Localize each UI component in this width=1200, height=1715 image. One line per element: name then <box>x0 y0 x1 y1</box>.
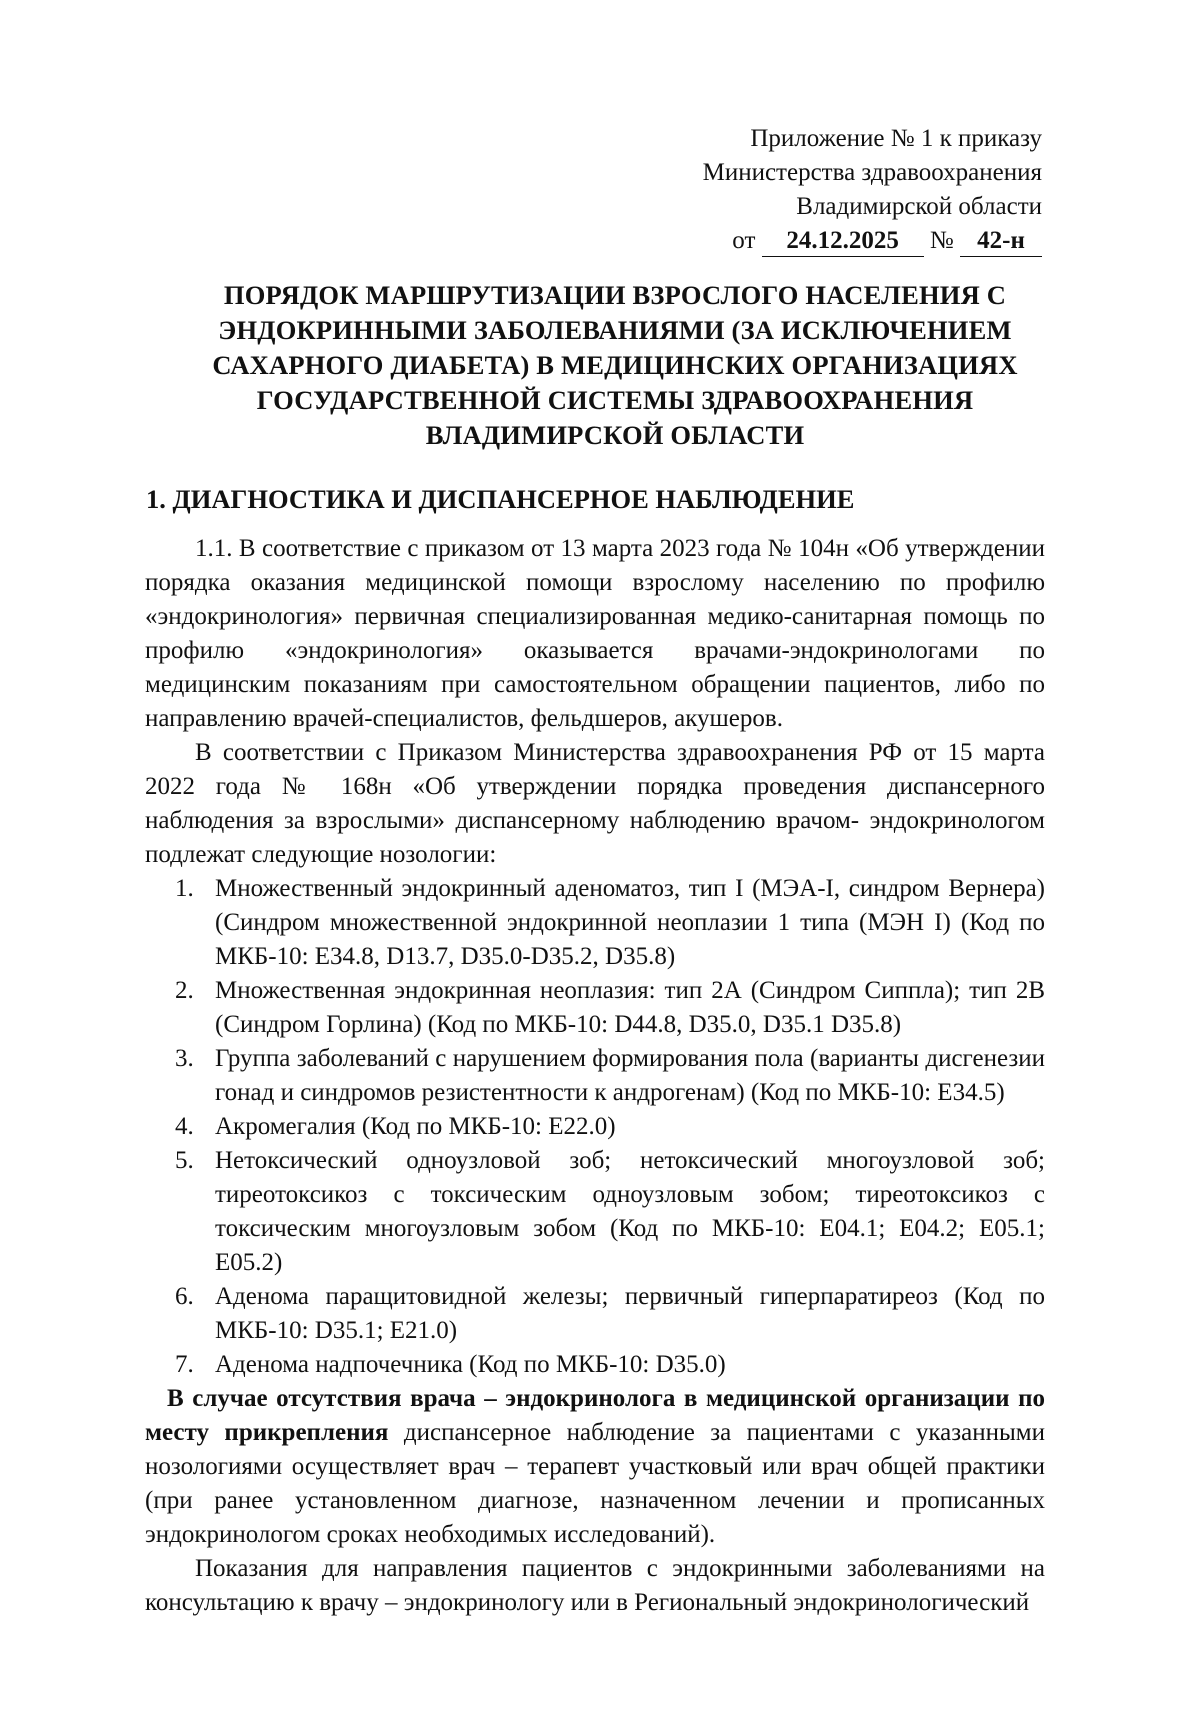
list-item <box>145 1110 1045 1144</box>
appendix-line-1: Приложение № 1 к приказу <box>750 125 1042 152</box>
list-item-number: 1. <box>175 875 194 902</box>
list-item-number: 7. <box>175 1351 194 1378</box>
list-item-number: 5. <box>175 1147 194 1174</box>
paragraph-bold-lead: В случае отсутствия врача – эндокринолога в медицинской организации по месту прикрепления <box>145 1385 1045 1446</box>
order-number: 42-н <box>960 226 1042 257</box>
title-line-4: ГОСУДАРСТВЕННОЙ СИСТЕМЫ ЗДРАВООХРАНЕНИЯ <box>256 385 974 415</box>
appendix-line-3: Владимирской области <box>796 193 1042 220</box>
list-item-number: 4. <box>175 1113 194 1140</box>
section-heading: 1. ДИАГНОСТИКА И ДИСПАНСЕРНОЕ НАБЛЮДЕНИЕ <box>146 484 855 514</box>
list-item-number: 2. <box>175 977 194 1004</box>
list-item-number: 6. <box>175 1283 194 1310</box>
document-title <box>150 278 1080 453</box>
list-item <box>145 1042 1045 1110</box>
title-line-1: ПОРЯДОК МАРШРУТИЗАЦИИ ВЗРОСЛОГО НАСЕЛЕНИЯ С <box>223 280 1007 310</box>
list-item-text: Акромегалия (Код по МКБ-10: E22.0) <box>215 1113 616 1140</box>
list-item <box>145 974 1045 1042</box>
appendix-line-2: Министерства здравоохранения <box>702 159 1042 186</box>
from-label: от <box>732 227 756 254</box>
list-item-text: Множественная эндокринная неоплазия: тип 2А (Синдром Сиппла); тип 2В (Синдром Горлина) (Код по МКБ-10: D44.8, D35.0, D35.1 D35.8) <box>215 977 1045 1038</box>
paragraph-absence-endocrinologist <box>145 1382 1045 1552</box>
paragraph-referral-indications: Показания для направления пациентов с эндокринными заболеваниями на консультацию к врачу – эндокринологу или в Региональный эндокринологический <box>145 1555 1045 1616</box>
appendix-date-line <box>482 224 1042 258</box>
list-item <box>145 872 1045 974</box>
list-item-text: Аденома паращитовидной железы; первичный гиперпаратиреоз (Код по МКБ-10: D35.1; E21.0) <box>215 1283 1045 1344</box>
paragraph-rest: диспансерное наблюдение за пациентами с указанными нозологиями осуществляет врач – терапевт участковый или врач общей практики (при ранее установленном диагнозе, назначенном лечении и прописанных эндокринологом сроках необходимых исследований). <box>145 1419 1045 1548</box>
list-item-text: Группа заболеваний с нарушением формирования пола (варианты дисгенезии гонад и синдромов резистентности к андрогенам) (Код по МКБ-10: E34.5) <box>215 1045 1045 1106</box>
title-line-2: ЭНДОКРИННЫМИ ЗАБОЛЕВАНИЯМИ (ЗА ИСКЛЮЧЕНИЕМ <box>218 315 1012 345</box>
list-item-text: Множественный эндокринный аденоматоз, тип I (МЭА-I, синдром Вернера) (Синдром множественной эндокринной неоплазии 1 типа (МЭН I) (Код по МКБ-10: E34.8, D13.7, D35.0-D35.2, D35.8) <box>215 875 1045 970</box>
list-item-number: 3. <box>175 1045 194 1072</box>
paragraph-order-168n: В соответствии с Приказом Министерства здравоохранения РФ от 15 марта 2022 года № 168н «Об утверждении порядка проведения диспансерного наблюдения за взрослыми» диспансерному наблюдению врачом- эндокринологом подлежат следующие нозологии: <box>145 739 1045 868</box>
title-line-3: САХАРНОГО ДИАБЕТА) В МЕДИЦИНСКИХ ОРГАНИЗАЦИЯХ <box>212 350 1018 380</box>
list-item <box>145 1348 1045 1382</box>
list-item-text: Нетоксический одноузловой зоб; нетоксический многоузловой зоб; тиреотоксикоз с токсическим одноузловым зобом; тиреотоксикоз с токсическим многоузловым зобом (Код по МКБ-10: E04.1; E04.2; E05.1; E05.2) <box>215 1147 1045 1276</box>
title-line-5: ВЛАДИМИРСКОЙ ОБЛАСТИ <box>425 420 805 450</box>
number-label: № <box>929 227 954 254</box>
order-date: 24.12.2025 <box>762 226 924 257</box>
list-item <box>145 1144 1045 1280</box>
list-item-text: Аденома надпочечника (Код по МКБ-10: D35.0) <box>215 1351 726 1378</box>
list-item <box>145 1280 1045 1348</box>
section-body <box>145 532 1045 1620</box>
nosology-list <box>145 872 1045 1382</box>
paragraph-1-1: 1.1. В соответствие с приказом от 13 марта 2023 года № 104н «Об утверждении порядка оказания медицинской помощи взрослому населению по профилю «эндокринология» первичная специализированная медико-санитарная помощь по профилю «эндокринология» оказывается врачами-эндокринологами по медицинским показаниям при самостоятельном обращении пациентов, либо по направлению врачей-специалистов, фельдшеров, акушеров. <box>145 535 1045 732</box>
appendix-header <box>482 122 1042 258</box>
